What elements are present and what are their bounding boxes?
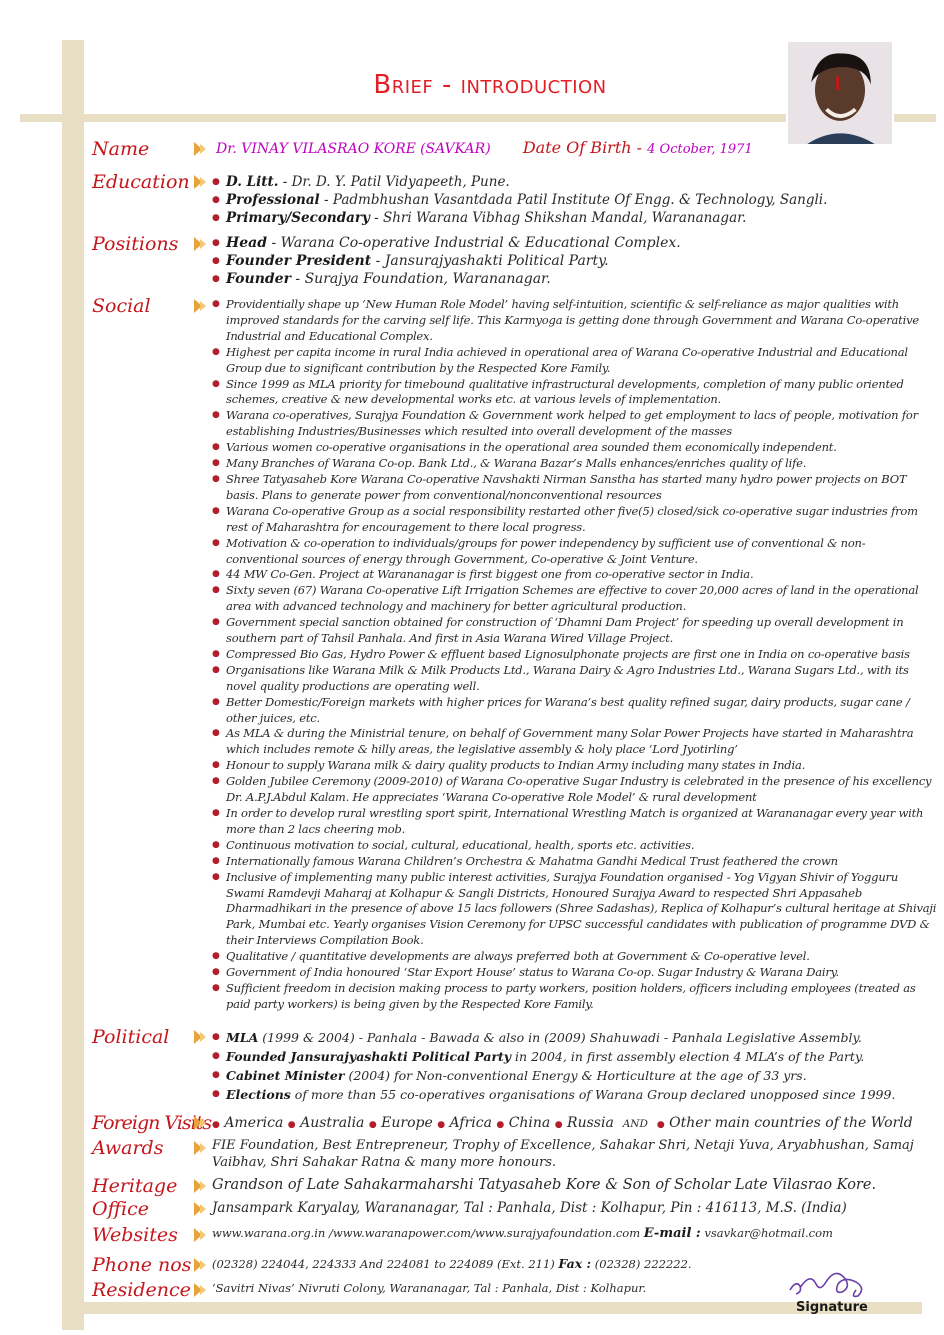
education-item: ● D. Litt. - Dr. D. Y. Patil Vidyapeeth, Pune.: [212, 173, 937, 191]
residence-text: ‘Savitri Nivas’ Nivruti Colony, Warananagar, Tal : Panhala, Dist : Kolhapur.: [212, 1281, 647, 1295]
social-label: Social: [92, 295, 151, 317]
heritage-label: Heritage: [92, 1175, 178, 1197]
page-title: Brief - introduction: [373, 70, 607, 100]
arrow-icon: [194, 1179, 206, 1193]
social-item: ● Many Branches of Warana Co-op. Bank Ltd., & Warana Bazar’s Malls enhances/enriches quality of life.: [212, 456, 937, 472]
phone-numbers: (02328) 224044, 224333 And 224081 to 224089 (Ext. 211): [212, 1257, 555, 1271]
social-item: ● Qualitative / quantitative developments are always preferred both at Government & Co-operative level.: [212, 949, 937, 965]
position-item: ● Founder President - Jansurajyashakti Political Party.: [212, 252, 937, 270]
political-item: ● Cabinet Minister (2004) for Non-conventional Energy & Horticulture at the age of 33 yrs.: [212, 1066, 937, 1085]
social-item: ● Since 1999 as MLA priority for timebound qualitative infrastructural developments, completion of many public oriented schemes, creative & new developmental works etc. at various levels of implementation.: [212, 377, 937, 409]
social-content: [212, 297, 937, 1013]
political-label: Political: [92, 1026, 170, 1048]
arrow-icon: [194, 1030, 206, 1044]
footer-bar: [62, 1302, 922, 1314]
positions-content: [212, 234, 937, 288]
arrow-icon: [194, 299, 206, 313]
name-value-line: [212, 140, 937, 158]
full-name: Dr. VINAY VILASRAO KORE: [216, 141, 416, 157]
social-item: ● Government of India honoured ‘Star Export House’ status to Warana Co-op. Sugar Industry & Warana Dairy.: [212, 965, 937, 981]
office-text: Jansampark Karyalay, Warananagar, Tal : Panhala, Dist : Kolhapur, Pin : 416113, M.S. (India): [212, 1200, 847, 1216]
email-link[interactable]: vsavkar@hotmail.com: [704, 1226, 833, 1240]
dob-label: Date Of Birth -: [522, 138, 648, 157]
phone-label: Phone nos: [92, 1254, 192, 1276]
social-item: ● As MLA & during the Ministrial tenure, on behalf of Government many Solar Power Projects have started in Maharashtra which includes remote & hilly areas, the legislative assembly & holy place ‘Lord Jyotirling’: [212, 726, 937, 758]
social-item: ● Inclusive of implementing many public interest activities, Surajya Foundation organised - Yog Vigyan Shivir of Yogguru Swami Ramdevji Maharaj at Kolhapur & Sangli Districts, Honoured Surajya Award to respected Shri Appasaheb Dharmadhikari in the presence of above 15 lacs followers (Shree Sadashas), Replica of Kolhapur’s cultural heritage at Shivaji Park, Mumbai etc. Yearly organises Vision Ceremony for UPSC successful candidates with publication of programme DVD & their Interviews Compilation Book.: [212, 870, 937, 950]
arrow-icon: [194, 237, 206, 251]
political-item: ● MLA (1999 & 2004) - Panhala - Bawada & also in (2009) Shahuwadi - Panhala Legislative Assembly.: [212, 1028, 937, 1047]
arrow-icon: [194, 1258, 206, 1272]
position-item: ● Head - Warana Co-operative Industrial & Educational Complex.: [212, 234, 937, 252]
websites-links[interactable]: www.warana.org.in /www.waranapower.com/www.surajyafoundation.com: [212, 1226, 641, 1240]
political-item: ● Founded Jansurajyashakti Political Party in 2004, in first assembly election 4 MLA’s of the Party.: [212, 1047, 937, 1066]
political-content: [212, 1028, 937, 1104]
social-item: ● Warana Co-operative Group as a social responsibility restarted other five(5) closed/sick co-operative sugar industries from rest of Maharashtra for encouragement to there local progress.: [212, 504, 937, 536]
profile-photo: [786, 40, 894, 146]
social-item: ● Motivation & co-operation to individuals/groups for power independency by sufficient use of conventional & non-conventional sources of energy through Government, Co-operative & Joint Venture.: [212, 536, 937, 568]
social-item: ● In order to develop rural wrestling sport spirit, International Wrestling Match is organized at Warananagar every year with more than 2 lacs cheering mob.: [212, 806, 937, 838]
arrow-icon: [194, 1283, 206, 1297]
signature-label: Signature: [796, 1300, 868, 1315]
social-item: ● Golden Jubilee Ceremony (2009-2010) of Warana Co-operative Sugar Industry is celebrated in the presence of his excellency Dr. A.P.J.Abdul Kalam. He appreciates ‘Warana Co-operative Role Model’ & rural development: [212, 774, 937, 806]
name-label: Name: [92, 138, 150, 160]
arrow-icon: [194, 1202, 206, 1216]
social-item: ● Better Domestic/Foreign markets with higher prices for Warana’s best quality refined sugar, dairy products, sugar cane / other juices, etc.: [212, 695, 937, 727]
arrow-icon: [194, 1116, 206, 1130]
residence-label: Residence: [92, 1279, 191, 1301]
social-item: ● Compressed Bio Gas, Hydro Power & effluent based Lignosulphonate projects are first one in India on co-operative basis: [212, 647, 937, 663]
social-list: [212, 297, 937, 1013]
social-item: ● Sufficient freedom in decision making process to party workers, position holders, officers including employees (treated as paid party workers) is being given by the Respected Kore Family.: [212, 981, 937, 1013]
social-item: ● Continuous motivation to social, cultural, educational, health, sports etc. activities.: [212, 838, 937, 854]
email-label: E-mail :: [643, 1226, 701, 1241]
education-content: [212, 173, 937, 227]
political-item: ● Elections of more than 55 co-operatives organisations of Warana Group declared unopposed since 1999.: [212, 1085, 937, 1104]
fax-number: (02328) 222222.: [594, 1257, 692, 1271]
arrow-icon: [194, 1141, 206, 1155]
social-item: ● Internationally famous Warana Children’s Orchestra & Mahatma Gandhi Medical Trust feathered the crown: [212, 854, 937, 870]
heritage-text: Grandson of Late Sahakarmaharshi Tatyasaheb Kore & Son of Scholar Late Vilasrao Kore.: [212, 1177, 877, 1193]
education-item: ● Primary/Secondary - Shri Warana Vibhag Shikshan Mandal, Warananagar.: [212, 209, 937, 227]
dob-value: 4 October, 1971: [647, 142, 753, 157]
websites-label: Websites: [92, 1224, 178, 1246]
left-frame-bar: [62, 40, 84, 1330]
websites-content: [212, 1225, 937, 1242]
social-item: ● Honour to supply Warana milk & dairy quality products to Indian Army including many states in India.: [212, 758, 937, 774]
education-label: Education: [92, 171, 190, 193]
social-item: ● 44 MW Co-Gen. Project at Warananagar is first biggest one from co-operative sector in India.: [212, 567, 937, 583]
arrow-icon: [194, 142, 206, 156]
social-item: ● Highest per capita income in rural India achieved in operational area of Warana Co-operative Industrial and Educational Group due to significant contribution by the Respected Kore Family.: [212, 345, 937, 377]
arrow-icon: [194, 1228, 206, 1242]
position-item: ● Founder - Surajya Foundation, Warananagar.: [212, 270, 937, 288]
awards-text: FIE Foundation, Best Entrepreneur, Trophy of Excellence, Sahakar Shri, Netaji Yuva, Aryabhushan, Samaj Vaibhav, Shri Sahakar Ratna & many more honours.: [212, 1138, 914, 1170]
office-label: Office: [92, 1198, 149, 1220]
positions-label: Positions: [92, 233, 179, 255]
fax-label: Fax :: [558, 1256, 592, 1271]
education-item: ● Professional - Padmbhushan Vasantdada Patil Institute Of Engg. & Technology, Sangli.: [212, 191, 937, 209]
social-item: ● Providentially shape up ‘New Human Role Model’ having self-intuition, scientific & self-reliance as major qualities with improved standards for the carving self life. This Karmyoga is getting done through Government and Warana Co-operative Industrial and Educational Complex.: [212, 297, 937, 345]
social-item: ● Organisations like Warana Milk & Milk Products Ltd., Warana Dairy & Agro Industries Ltd., Warana Sugars Ltd., with its novel quality productions are operating well.: [212, 663, 937, 695]
signature-image: [786, 1262, 876, 1302]
awards-label: Awards: [92, 1137, 164, 1159]
arrow-icon: [194, 175, 206, 189]
social-item: ● Various women co-operative organisations in the operational area sounded them economically independent.: [212, 440, 937, 456]
name-alias: (SAVKAR): [420, 141, 491, 157]
foreign-visits-label: Foreign Visits: [92, 1112, 212, 1134]
social-item: ● Sixty seven (67) Warana Co-operative Lift Irrigation Schemes are effective to cover 20,000 acres of land in the operational area with advanced technology and machinery for better agricultural production.: [212, 583, 937, 615]
social-item: ● Shree Tatyasaheb Kore Warana Co-operative Navshakti Nirman Sanstha has started many hydro power projects on BOT basis. Plans to generate power from conventional/nonconventional resources: [212, 472, 937, 504]
social-item: ● Government special sanction obtained for construction of ‘Dhamni Dam Project’ for speeding up overall development in southern part of Tahsil Panhala. And first in Asia Warana Wired Village Project.: [212, 615, 937, 647]
foreign-visits-content: ● America ● Australia ● Europe ● Africa ● China ● Russia AND ● Other main countries of the World: [212, 1115, 913, 1131]
social-item: ● Warana co-operatives, Surajya Foundation & Government work helped to get employment to lacs of people, motivation for establishing Industries/Businesses which resulted into overall development of the masses: [212, 408, 937, 440]
